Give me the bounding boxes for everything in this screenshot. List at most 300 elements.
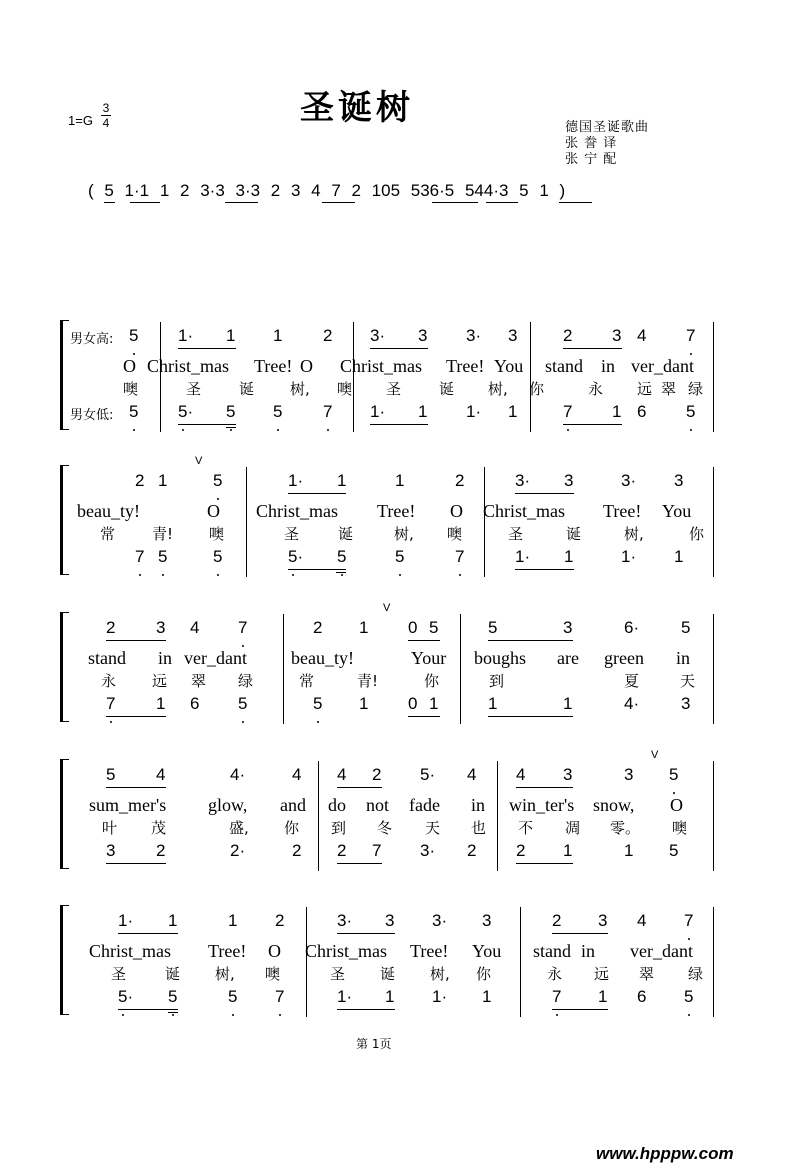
high-note: 1 — [395, 471, 405, 490]
system-brace — [60, 612, 69, 722]
english-lyric: Your — [411, 648, 447, 668]
chinese-lyric: 翠 — [661, 380, 677, 398]
system-brace — [60, 320, 69, 430]
english-lyric: ver_dant — [631, 356, 694, 376]
low-note: 3 — [681, 694, 691, 713]
english-lyric: O — [670, 795, 683, 815]
chinese-lyric: 夏 — [624, 672, 640, 690]
beam-underline — [552, 1009, 608, 1010]
octave-dot — [690, 429, 692, 431]
meter-top: 3 — [102, 101, 110, 115]
time-signature — [101, 102, 111, 129]
high-note: 3· — [432, 911, 448, 930]
low-note: 1 — [359, 694, 369, 713]
low-note: 6 — [637, 987, 647, 1006]
chinese-lyric: 噢 — [265, 965, 281, 983]
chinese-lyric: 圣 — [508, 525, 524, 543]
chinese-lyric: 你 — [476, 965, 492, 983]
low-note: 2 — [516, 841, 526, 860]
chinese-lyric: 冬 — [377, 819, 393, 837]
low-note: 5 — [168, 987, 178, 1006]
low-note: 7 — [323, 402, 333, 421]
high-note: 2 — [275, 911, 285, 930]
beam-underline — [516, 863, 573, 864]
high-note: 1 — [228, 911, 238, 930]
chinese-lyric: 凋 — [565, 819, 581, 837]
high-note: 4 — [516, 765, 526, 784]
beam-underline — [370, 424, 428, 425]
english-lyric: Christ_mas — [147, 356, 230, 376]
chinese-lyric: 翠 — [639, 965, 655, 983]
chinese-lyric: 叶 — [102, 819, 118, 837]
high-note: 5 — [681, 618, 691, 637]
chinese-lyric: 不 — [518, 819, 534, 837]
octave-dot — [277, 429, 279, 431]
bar-line — [460, 614, 461, 724]
chinese-lyric: 翠 — [191, 672, 207, 690]
high-note: 1· — [178, 326, 194, 345]
beam-underline — [106, 863, 166, 864]
chinese-lyric: 噢 — [123, 380, 139, 398]
bar-line — [713, 907, 714, 1017]
beam-underline — [337, 863, 382, 864]
low-note: 5 — [228, 987, 238, 1006]
high-note: 4 — [292, 765, 302, 784]
low-note: 1· — [621, 547, 637, 566]
octave-dot — [110, 721, 112, 723]
low-note: 5 — [313, 694, 323, 713]
chinese-lyric: 远 — [152, 672, 168, 690]
beam-underline — [288, 493, 346, 494]
english-lyric: O — [450, 501, 463, 521]
beam-underline — [106, 787, 166, 788]
chinese-lyric: 诞 — [439, 380, 455, 398]
low-note: 5 — [158, 547, 168, 566]
low-note: 1 — [385, 987, 395, 1006]
english-lyric: do — [328, 795, 346, 815]
english-lyric: ver_dant — [184, 648, 247, 668]
english-lyric: Christ_mas — [89, 941, 172, 961]
english-lyric: in — [601, 356, 616, 376]
low-note: 1 — [482, 987, 492, 1006]
high-note: 4 — [156, 765, 166, 784]
high-note: 1 — [226, 326, 236, 345]
bar-line — [713, 322, 714, 432]
beam-underline — [118, 933, 178, 934]
high-note: 3 — [385, 911, 395, 930]
high-note: 5 — [429, 618, 439, 637]
chinese-lyric: 圣 — [330, 965, 346, 983]
credit-arranger: 张 宁 配 — [565, 152, 618, 167]
chinese-lyric: 常 — [100, 525, 116, 543]
chinese-lyric: 茂 — [151, 819, 167, 837]
octave-dot — [242, 645, 244, 647]
bar-line — [530, 322, 531, 432]
english-lyric: You — [662, 501, 692, 521]
low-note: 5· — [178, 402, 194, 421]
intro-beam — [432, 202, 478, 203]
octave-dot — [399, 574, 401, 576]
chinese-lyric: 噢 — [447, 525, 463, 543]
chinese-lyric: 树, — [215, 965, 235, 983]
high-note: 3· — [621, 471, 637, 490]
meter-bottom: 4 — [102, 116, 110, 130]
chinese-lyric: 天 — [680, 672, 696, 690]
english-lyric: green — [604, 648, 644, 668]
chinese-lyric: 你 — [424, 672, 440, 690]
english-lyric: Tree! — [254, 356, 293, 376]
chinese-lyric: 圣 — [284, 525, 300, 543]
high-note: 1 — [337, 471, 347, 490]
octave-dot — [673, 792, 675, 794]
english-lyric: not — [366, 795, 390, 815]
english-lyric: snow, — [593, 795, 635, 815]
octave-dot — [122, 1014, 124, 1016]
high-note: 4 — [637, 911, 647, 930]
chinese-lyric: 青! — [152, 525, 174, 543]
low-note: 1 — [563, 694, 573, 713]
beam-underline — [563, 424, 622, 425]
bar-line — [497, 761, 498, 871]
high-note: 3· — [370, 326, 386, 345]
high-note: 1· — [118, 911, 134, 930]
low-note: 2· — [230, 841, 246, 860]
chinese-lyric: 远 — [637, 380, 653, 398]
chinese-lyric: 圣 — [111, 965, 127, 983]
english-lyric: O — [268, 941, 281, 961]
high-note: 5 — [106, 765, 116, 784]
octave-dot — [217, 574, 219, 576]
high-note: 2 — [135, 471, 145, 490]
low-note: 5 — [226, 402, 236, 421]
beam-underline-2 — [226, 427, 236, 428]
low-note: 1 — [624, 841, 634, 860]
chinese-lyric: 你 — [529, 380, 545, 398]
low-note: 2 — [337, 841, 347, 860]
octave-dot — [556, 1014, 558, 1016]
low-note: 1 — [564, 547, 574, 566]
chinese-lyric: 你 — [689, 525, 705, 543]
low-note: 3· — [420, 841, 436, 860]
english-lyric: Christ_mas — [256, 501, 339, 521]
chinese-lyric: 远 — [594, 965, 610, 983]
high-note: 1 — [158, 471, 168, 490]
low-note: 5 — [669, 841, 679, 860]
chinese-lyric: 绿 — [688, 380, 704, 398]
chinese-lyric: 常 — [299, 672, 315, 690]
octave-dot — [139, 574, 141, 576]
bar-line — [306, 907, 307, 1017]
english-lyric: Tree! — [603, 501, 642, 521]
bar-line — [246, 467, 247, 577]
octave-dot — [690, 353, 692, 355]
high-note: 0 — [408, 618, 418, 637]
low-note: 7 — [135, 547, 145, 566]
english-lyric: Tree! — [410, 941, 449, 961]
english-lyric: Tree! — [446, 356, 485, 376]
high-note: 3· — [466, 326, 482, 345]
high-note: 2 — [455, 471, 465, 490]
english-lyric: are — [557, 648, 579, 668]
high-note: 5 — [488, 618, 498, 637]
beam-underline — [337, 933, 395, 934]
octave-dot — [162, 574, 164, 576]
high-note: 7 — [684, 911, 694, 930]
bar-line — [713, 467, 714, 577]
high-note: 3 — [624, 765, 634, 784]
low-note: 2 — [467, 841, 477, 860]
low-note: 7 — [455, 547, 465, 566]
english-lyric: glow, — [208, 795, 248, 815]
octave-dot — [133, 429, 135, 431]
chinese-lyric: 天 — [425, 819, 441, 837]
english-lyric: Tree! — [208, 941, 247, 961]
low-note: 5 — [238, 694, 248, 713]
octave-dot — [317, 721, 319, 723]
low-note: 6 — [190, 694, 200, 713]
chinese-lyric: 噢 — [337, 380, 353, 398]
english-lyric: in — [676, 648, 691, 668]
english-lyric: beau_ty! — [291, 648, 354, 668]
low-note: 2 — [292, 841, 302, 860]
high-note: 3 — [482, 911, 492, 930]
high-note: 4 — [467, 765, 477, 784]
high-note: 5 — [669, 765, 679, 784]
english-lyric: in — [471, 795, 486, 815]
chinese-lyric: 永 — [101, 672, 117, 690]
low-note: 1· — [337, 987, 353, 1006]
octave-dot — [688, 938, 690, 940]
beam-underline — [488, 640, 573, 641]
bar-line — [713, 761, 714, 871]
site-watermark: www.hpppw.com — [596, 1144, 734, 1163]
bar-line — [160, 322, 161, 432]
beam-underline — [370, 348, 428, 349]
english-lyric: and — [280, 795, 306, 815]
beam-underline — [552, 933, 608, 934]
chinese-lyric: 绿 — [238, 672, 254, 690]
song-title: 圣诞树 — [300, 88, 414, 128]
english-lyric: win_ter's — [509, 795, 575, 815]
english-lyric: stand — [533, 941, 571, 961]
high-note: 3 — [508, 326, 518, 345]
high-note: 3 — [674, 471, 684, 490]
low-note: 1 — [674, 547, 684, 566]
chinese-lyric: 到 — [331, 819, 347, 837]
octave-dot — [172, 1014, 174, 1016]
low-note: 5 — [395, 547, 405, 566]
bar-line — [318, 761, 319, 871]
low-note: 5 — [273, 402, 283, 421]
breath-mark: V — [195, 455, 203, 467]
low-note: 7 — [563, 402, 573, 421]
english-lyric: O — [207, 501, 220, 521]
high-note: 2 — [563, 326, 573, 345]
breath-mark: V — [651, 749, 659, 761]
low-note: 1 — [418, 402, 428, 421]
low-note: 1 — [508, 402, 518, 421]
octave-dot — [327, 429, 329, 431]
high-note: 1· — [288, 471, 304, 490]
low-note: 1 — [563, 841, 573, 860]
chinese-lyric: 你 — [284, 819, 300, 837]
chinese-lyric: 噢 — [672, 819, 688, 837]
low-note: 1· — [432, 987, 448, 1006]
beam-underline-2 — [336, 572, 346, 573]
high-note: 7 — [238, 618, 248, 637]
intro-beam — [225, 202, 258, 203]
chinese-lyric: 树, — [394, 525, 414, 543]
bar-line — [520, 907, 521, 1017]
intro-notation: ( 5 1·1 1 2 3·3 3·3 2 3 4 7 2 105 536·5 544·3 5 1 ) — [88, 181, 566, 200]
english-lyric: boughs — [474, 648, 527, 668]
chinese-lyric: 诞 — [566, 525, 582, 543]
page-number: 第 1页 — [356, 1037, 392, 1051]
chinese-lyric: 树, — [488, 380, 508, 398]
low-note: 5 — [337, 547, 347, 566]
low-note: 5· — [288, 547, 304, 566]
low-note: 1· — [515, 547, 531, 566]
chinese-lyric: 到 — [489, 672, 505, 690]
beam-underline — [178, 348, 236, 349]
beam-underline — [516, 787, 573, 788]
low-note: 1 — [429, 694, 439, 713]
octave-dot — [567, 429, 569, 431]
low-note: 4· — [624, 694, 640, 713]
beam-underline-2 — [168, 1012, 178, 1013]
high-note: 5 — [129, 326, 139, 345]
low-note: 7 — [552, 987, 562, 1006]
low-note: 1 — [598, 987, 608, 1006]
breath-mark: V — [383, 602, 391, 614]
part-label-high: 男女高: — [70, 332, 114, 347]
intro-beam — [130, 202, 160, 203]
chinese-lyric: 圣 — [386, 380, 402, 398]
beam-underline — [563, 348, 622, 349]
chinese-lyric: 永 — [588, 380, 604, 398]
chinese-lyric: 零。 — [610, 819, 641, 837]
octave-dot — [133, 353, 135, 355]
high-note: 3 — [563, 618, 573, 637]
low-note: 1 — [488, 694, 498, 713]
english-lyric: beau_ty! — [77, 501, 140, 521]
part-label-low: 男女低: — [70, 408, 114, 423]
english-lyric: sum_mer's — [89, 795, 167, 815]
system-brace — [60, 465, 69, 575]
high-note: 2 — [323, 326, 333, 345]
high-note: 5· — [420, 765, 436, 784]
beam-underline — [106, 640, 166, 641]
high-note: 4· — [230, 765, 246, 784]
chinese-lyric: 树, — [624, 525, 644, 543]
beam-underline — [178, 424, 236, 425]
low-note: 6 — [637, 402, 647, 421]
english-lyric: O — [123, 356, 136, 376]
key-signature: 1=G — [68, 113, 93, 128]
high-note: 1 — [359, 618, 369, 637]
low-note: 7 — [106, 694, 116, 713]
high-note: 2 — [372, 765, 382, 784]
english-lyric: ver_dant — [630, 941, 693, 961]
credit-origin: 德国圣诞歌曲 — [565, 120, 650, 135]
octave-dot — [230, 429, 232, 431]
english-lyric: stand — [545, 356, 583, 376]
intro-line — [88, 181, 565, 201]
beam-underline — [488, 716, 573, 717]
chinese-lyric: 诞 — [239, 380, 255, 398]
octave-dot — [217, 498, 219, 500]
octave-dot — [341, 574, 343, 576]
chinese-lyric: 诞 — [165, 965, 181, 983]
low-note: 5 — [684, 987, 694, 1006]
high-note: 1 — [168, 911, 178, 930]
beam-underline — [408, 640, 440, 641]
credit-translator: 张 誊 译 — [565, 136, 618, 151]
high-note: 6· — [624, 618, 640, 637]
high-note: 2 — [552, 911, 562, 930]
high-note: 3· — [515, 471, 531, 490]
low-note: 1 — [156, 694, 166, 713]
intro-beam — [322, 202, 355, 203]
high-note: 3 — [598, 911, 608, 930]
high-note: 5 — [213, 471, 223, 490]
octave-dot — [182, 429, 184, 431]
english-lyric: O — [300, 356, 313, 376]
chinese-lyric: 圣 — [186, 380, 202, 398]
octave-dot — [292, 574, 294, 576]
bar-line — [713, 614, 714, 724]
octave-dot — [232, 1014, 234, 1016]
intro-beam — [486, 202, 518, 203]
low-note: 1· — [370, 402, 386, 421]
beam-underline — [337, 787, 382, 788]
low-note: 7 — [372, 841, 382, 860]
low-note: 2 — [156, 841, 166, 860]
octave-dot — [242, 721, 244, 723]
bar-line — [484, 467, 485, 577]
english-lyric: Christ_mas — [483, 501, 566, 521]
high-note: 3 — [156, 618, 166, 637]
low-note: 3 — [106, 841, 116, 860]
low-note: 5 — [129, 402, 139, 421]
beam-underline — [515, 493, 574, 494]
bar-line — [283, 614, 284, 724]
english-lyric: Christ_mas — [340, 356, 423, 376]
beam-underline — [408, 716, 440, 717]
english-lyric: in — [158, 648, 173, 668]
high-note: 1 — [273, 326, 283, 345]
octave-dot — [688, 1014, 690, 1016]
credits — [565, 120, 649, 168]
high-note: 4 — [190, 618, 200, 637]
beam-underline — [337, 1009, 395, 1010]
chinese-lyric: 也 — [471, 819, 487, 837]
intro-beam — [559, 202, 592, 203]
low-note: 5 — [213, 547, 223, 566]
high-note: 3 — [563, 765, 573, 784]
english-lyric: in — [581, 941, 596, 961]
high-note: 7 — [686, 326, 696, 345]
intro-beam — [104, 202, 115, 203]
beam-underline — [118, 1009, 178, 1010]
english-lyric: You — [494, 356, 524, 376]
beam-underline — [106, 716, 166, 717]
high-note: 3 — [612, 326, 622, 345]
low-note: 5 — [686, 402, 696, 421]
high-note: 4 — [637, 326, 647, 345]
chinese-lyric: 诞 — [338, 525, 354, 543]
high-note: 4 — [337, 765, 347, 784]
